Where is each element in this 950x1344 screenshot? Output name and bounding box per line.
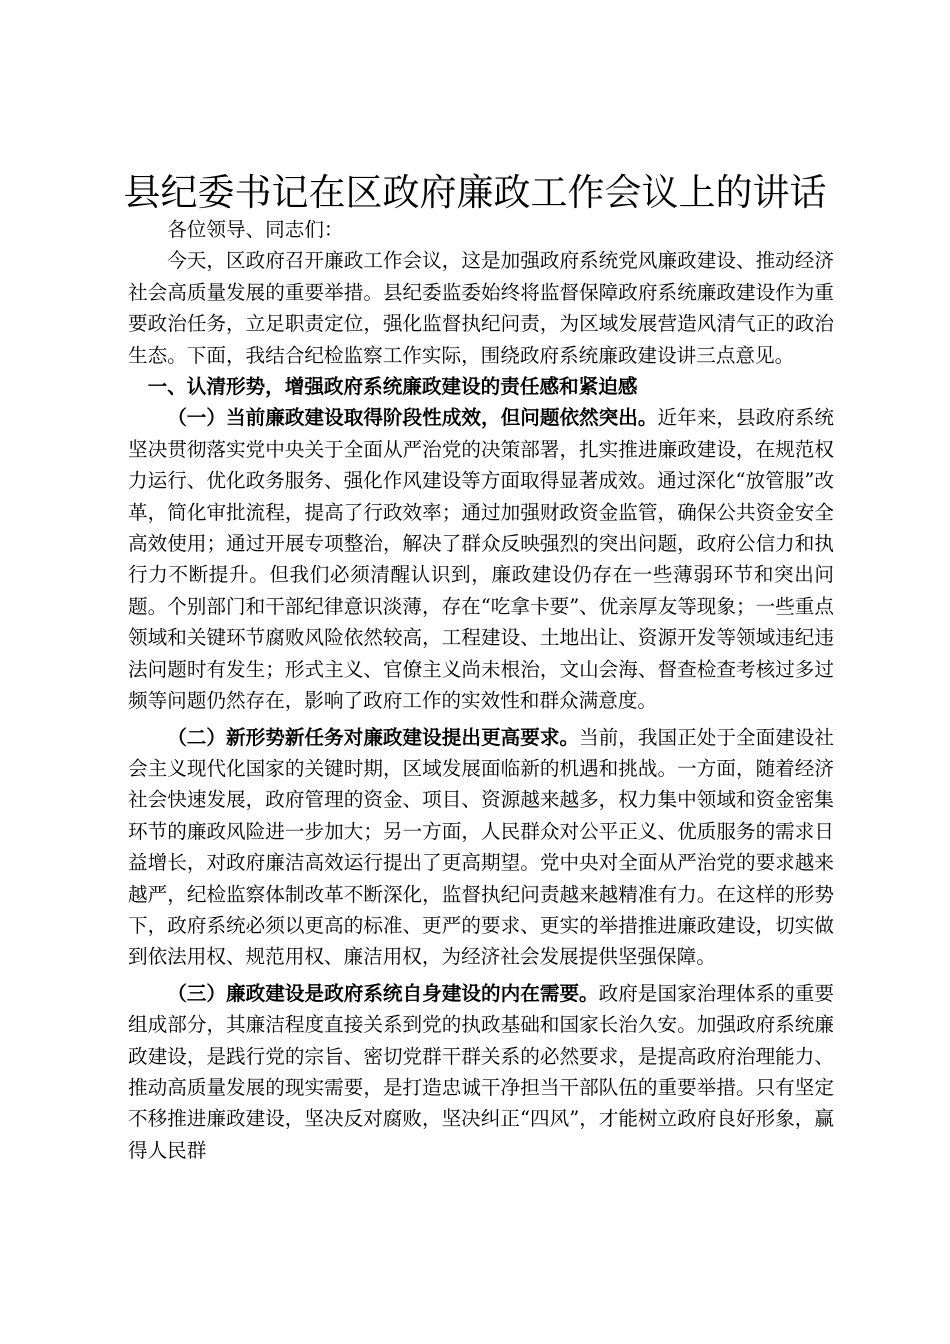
document-title: 县纪委书记在区政府廉政工作会议上的讲话 xyxy=(123,171,827,214)
section-1-item-2-subheading: （二）新形势新任务对廉政建设提出更高要求。 xyxy=(167,725,580,749)
section-1-item-1-subheading: （一）当前廉政建设取得阶段性成效，但问题依然突出。 xyxy=(167,406,658,430)
section-1-item-3-subheading: （三）廉政建设是政府系统自身建设的内在需要。 xyxy=(167,981,599,1005)
section-1-item-3-text: 政府是国家治理体系的重要组成部分，其廉洁程度直接关系到党的执政基础和国家长治久安。加强政府系统廉政建设，是践行党的宗旨、密切党群干群关系的必然要求，是提高政府治理能力、推动高质量发展的现实需要，是打造忠诚干净担当干部队伍的重要举措。只有坚定不移推进廉政建设，坚决反对腐败，坚决纠正“四风”，才能树立政府良好形象，赢得人民群 xyxy=(128,981,835,1162)
salutation: 各位领导、同志们： xyxy=(167,218,344,241)
section-1-heading: 一、认清形势，增强政府系统廉政建设的责任感和紧迫感 xyxy=(147,375,638,399)
document-body xyxy=(128,214,834,1166)
intro-paragraph: 今天，区政府召开廉政工作会议，这是加强政府系统党风廉政建设、推动经济社会高质量发展的重要举措。县纪委监委始终将监督保障政府系统廉政建设作为重要政治任务，立足职责定位，强化监督执纪问责，为区域发展营造风清气正的政治生态。下面，我结合纪检监察工作实际，围绕政府系统廉政建设讲三点意见。 xyxy=(128,249,834,367)
section-1-item-1-text: 近年来，县政府系统坚决贯彻落实党中央关于全面从严治党的决策部署，扎实推进廉政建设，在规范权力运行、优化政务服务、强化作风建设等方面取得显著成效。通过深化“放管服”改革，简化审批流程，提高了行政效率；通过加强财政资金监管，确保公共资金安全高效使用；通过开展专项整治，解决了群众反映强烈的突出问题，政府公信力和执行力不断提升。但我们必须清醒认识到，廉政建设仍存在一些薄弱环节和突出问题。个别部门和干部纪律意识淡薄，存在“吃拿卡要”、优亲厚友等现象；一些重点领域和关键环节腐败风险依然较高，工程建设、土地出让、资源开发等领域违纪违法问题时有发生；形式主义、官僚主义尚未根治，文山会海、督查检查考核过多过频等问题仍然存在，影响了政府工作的实效性和群众满意度。 xyxy=(128,406,835,713)
section-1-item-1 xyxy=(128,402,834,716)
section-1-item-2-text: 当前，我国正处于全面建设社会主义现代化国家的关键时期，区域发展面临新的机遇和挑战。一方面，随着经济社会快速发展，政府管理的资金、项目、资源越来越多，权力集中领域和资金密集环节的廉政风险进一步加大；另一方面，人民群众对公平正义、优质服务的需求日益增长，对政府廉洁高效运行提出了更高期望。党中央对全面从严治党的要求越来越严，纪检监察体制改革不断深化，监督执纪问责越来越精准有力。在这样的形势下，政府系统必须以更高的标准、更严的要求、更实的举措推进廉政建设，切实做到依法用权、规范用权、廉洁用权，为经济社会发展提供坚强保障。 xyxy=(128,725,835,969)
section-1-item-3 xyxy=(128,978,834,1166)
section-1-item-2 xyxy=(128,722,834,973)
